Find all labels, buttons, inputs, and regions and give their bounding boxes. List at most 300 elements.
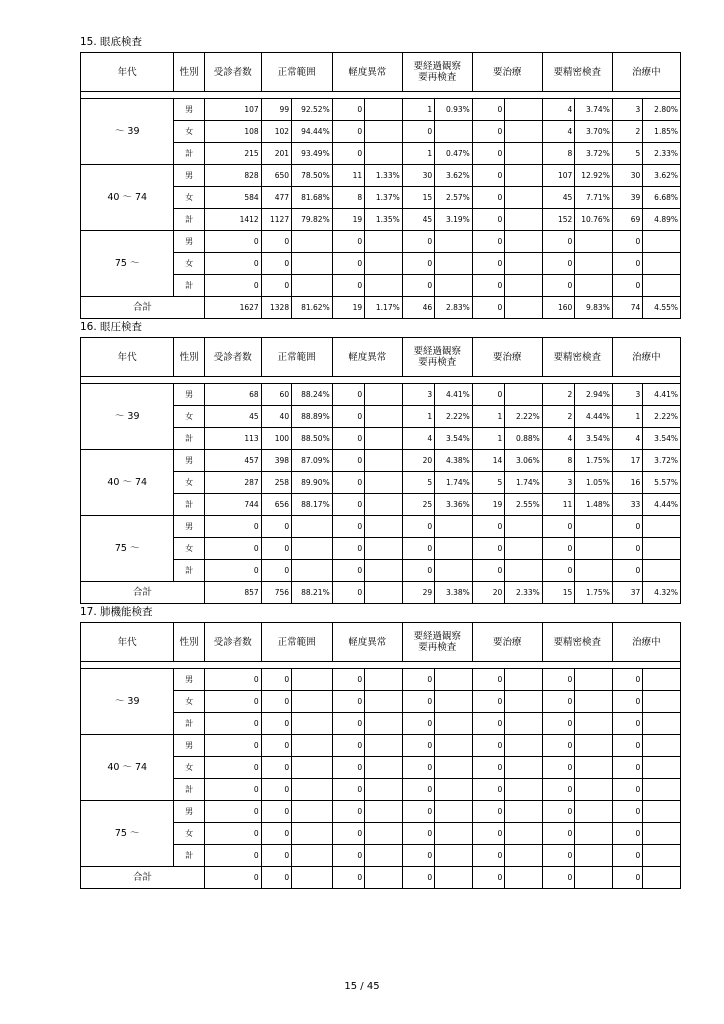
count-cell: 0 [332,669,364,691]
count-cell: 2 [612,121,642,143]
count-cell: 0 [332,691,364,713]
header-treat: 要治療 [472,623,542,662]
total-count-cell: 1627 [204,297,261,319]
percent-cell: 4.89% [643,209,681,231]
count-cell: 0 [332,428,364,450]
count-cell: 0 [204,757,261,779]
count-cell: 0 [472,669,504,691]
percent-cell: 2.80% [643,99,681,121]
percent-cell [575,275,613,297]
header-treat: 要治療 [472,338,542,377]
count-cell: 0 [261,757,291,779]
count-cell: 457 [204,450,261,472]
count-cell: 650 [261,165,291,187]
total-label: 合計 [81,867,205,889]
header-age: 年代 [81,338,174,377]
total-percent-cell: 3.38% [435,582,473,604]
count-cell: 0 [261,560,291,582]
percent-cell [292,735,333,757]
percent-cell [435,253,473,275]
count-cell: 0 [332,472,364,494]
count-cell: 0 [542,538,574,560]
total-percent-cell: 4.55% [643,297,681,319]
count-cell: 8 [332,187,364,209]
count-cell: 0 [472,209,504,231]
count-cell: 0 [332,231,364,253]
percent-cell: 10.76% [575,209,613,231]
percent-cell [643,560,681,582]
percent-cell [505,187,543,209]
percent-cell: 1.74% [435,472,473,494]
count-cell: 0 [204,253,261,275]
total-percent-cell: 1.75% [575,582,613,604]
count-cell: 0 [402,560,434,582]
sex-label: 計 [174,143,204,165]
percent-cell [292,691,333,713]
results-table [80,622,681,889]
percent-cell [365,516,403,538]
age-group-label: ～ 39 [81,384,174,450]
percent-cell: 1.35% [365,209,403,231]
count-cell: 30 [612,165,642,187]
total-count-cell: 1328 [261,297,291,319]
count-cell: 0 [472,516,504,538]
total-count-cell: 160 [542,297,574,319]
percent-cell [505,384,543,406]
section-title: 15. 眼底検査 [80,36,143,48]
count-cell: 744 [204,494,261,516]
total-percent-cell: 2.33% [505,582,543,604]
sex-label: 女 [174,757,204,779]
header-detail: 要精密検査 [542,338,612,377]
count-cell: 0 [472,845,504,867]
header-observe: 要経過観察 要再検査 [402,623,472,662]
count-cell: 0 [332,801,364,823]
percent-cell: 2.57% [435,187,473,209]
table-row [81,384,681,406]
percent-cell [643,691,681,713]
count-cell: 215 [204,143,261,165]
total-percent-cell [575,867,613,889]
count-cell: 30 [402,165,434,187]
percent-cell [575,669,613,691]
count-cell: 5 [612,143,642,165]
percent-cell: 6.68% [643,187,681,209]
count-cell: 0 [472,253,504,275]
count-cell: 45 [402,209,434,231]
percent-cell: 2.22% [643,406,681,428]
count-cell: 0 [332,384,364,406]
percent-cell [365,735,403,757]
count-cell: 0 [261,713,291,735]
header-observe: 要経過観察 要再検査 [402,53,472,92]
sex-label: 女 [174,538,204,560]
percent-cell [365,713,403,735]
count-cell: 0 [332,143,364,165]
count-cell: 201 [261,143,291,165]
percent-cell: 3.06% [505,450,543,472]
total-count-cell: 15 [542,582,574,604]
total-percent-cell: 88.21% [292,582,333,604]
percent-cell: 78.50% [292,165,333,187]
percent-cell [365,428,403,450]
count-cell: 8 [542,143,574,165]
percent-cell [435,669,473,691]
percent-cell [575,823,613,845]
count-cell: 0 [261,801,291,823]
percent-cell [435,779,473,801]
percent-cell [643,669,681,691]
percent-cell: 3.62% [435,165,473,187]
percent-cell [292,560,333,582]
count-cell: 0 [204,275,261,297]
count-cell: 0 [332,121,364,143]
percent-cell [575,231,613,253]
count-cell: 0 [472,275,504,297]
age-group-label: 75 ～ [81,801,174,867]
sex-label: 男 [174,450,204,472]
count-cell: 0 [472,779,504,801]
count-cell: 0 [612,845,642,867]
count-cell: 0 [332,406,364,428]
total-percent-cell: 81.62% [292,297,333,319]
count-cell: 69 [612,209,642,231]
count-cell: 19 [332,209,364,231]
count-cell: 0 [472,691,504,713]
percent-cell: 2.22% [505,406,543,428]
count-cell: 0 [261,669,291,691]
count-cell: 0 [542,735,574,757]
total-count-cell: 0 [204,867,261,889]
sex-label: 計 [174,845,204,867]
total-percent-cell [365,582,403,604]
count-cell: 1412 [204,209,261,231]
percent-cell [435,823,473,845]
percent-cell: 92.52% [292,99,333,121]
percent-cell: 79.82% [292,209,333,231]
count-cell: 0 [332,99,364,121]
age-group-label: ～ 39 [81,669,174,735]
count-cell: 11 [542,494,574,516]
count-cell: 0 [204,560,261,582]
count-cell: 0 [402,757,434,779]
percent-cell [292,779,333,801]
count-cell: 102 [261,121,291,143]
sex-label: 女 [174,253,204,275]
percent-cell [505,801,543,823]
count-cell: 5 [402,472,434,494]
total-count-cell: 20 [472,582,504,604]
sex-label: 男 [174,669,204,691]
percent-cell: 5.57% [643,472,681,494]
count-cell: 0 [402,231,434,253]
count-cell: 0 [332,450,364,472]
total-percent-cell [435,867,473,889]
percent-cell: 2.55% [505,494,543,516]
sex-label: 女 [174,121,204,143]
count-cell: 0 [332,713,364,735]
percent-cell: 3.62% [643,165,681,187]
header-detail: 要精密検査 [542,623,612,662]
section-title: 16. 眼圧検査 [80,321,143,333]
percent-cell [505,669,543,691]
percent-cell [435,275,473,297]
percent-cell: 4.38% [435,450,473,472]
count-cell: 0 [542,779,574,801]
percent-cell [505,823,543,845]
percent-cell [435,560,473,582]
total-count-cell: 0 [612,867,642,889]
percent-cell [292,538,333,560]
percent-cell: 3.72% [575,143,613,165]
percent-cell [505,691,543,713]
sex-label: 女 [174,691,204,713]
percent-cell [505,209,543,231]
count-cell: 17 [612,450,642,472]
percent-cell [435,121,473,143]
percent-cell [365,560,403,582]
count-cell: 1127 [261,209,291,231]
total-label: 合計 [81,582,205,604]
percent-cell [505,735,543,757]
percent-cell [292,669,333,691]
count-cell: 4 [402,428,434,450]
header-spacer [81,92,681,99]
header-treat: 要治療 [472,53,542,92]
count-cell: 0 [402,538,434,560]
count-cell: 107 [204,99,261,121]
percent-cell [575,538,613,560]
total-count-cell: 0 [332,867,364,889]
percent-cell [365,845,403,867]
total-count-cell: 0 [332,582,364,604]
percent-cell [575,713,613,735]
percent-cell: 1.75% [575,450,613,472]
percent-cell: 3.74% [575,99,613,121]
count-cell: 3 [612,384,642,406]
total-count-cell: 19 [332,297,364,319]
total-percent-cell: 9.83% [575,297,613,319]
count-cell: 68 [204,384,261,406]
count-cell: 107 [542,165,574,187]
percent-cell: 4.41% [435,384,473,406]
results-table [80,52,681,319]
count-cell: 0 [402,823,434,845]
table-row [81,450,681,472]
count-cell: 33 [612,494,642,516]
count-cell: 15 [402,187,434,209]
percent-cell [435,538,473,560]
sex-label: 計 [174,713,204,735]
sex-label: 女 [174,823,204,845]
percent-cell: 3.70% [575,121,613,143]
count-cell: 0 [612,801,642,823]
count-cell: 0 [542,560,574,582]
percent-cell [575,735,613,757]
count-cell: 0 [542,713,574,735]
percent-cell [435,713,473,735]
sex-label: 女 [174,187,204,209]
count-cell: 0 [472,560,504,582]
count-cell: 0 [612,691,642,713]
percent-cell [575,516,613,538]
percent-cell: 4.44% [575,406,613,428]
count-cell: 3 [402,384,434,406]
age-group-label: 75 ～ [81,516,174,582]
header-spacer [81,662,681,669]
count-cell: 8 [542,450,574,472]
count-cell: 0 [261,779,291,801]
percent-cell [575,560,613,582]
count-cell: 0 [402,516,434,538]
header-mild: 軽度異常 [332,338,402,377]
percent-cell [643,713,681,735]
age-group-label: 75 ～ [81,231,174,297]
count-cell: 0 [612,757,642,779]
count-cell: 2 [542,406,574,428]
count-cell: 4 [542,428,574,450]
count-cell: 4 [612,428,642,450]
percent-cell [643,845,681,867]
count-cell: 0 [542,801,574,823]
total-count-cell: 74 [612,297,642,319]
total-percent-cell: 1.17% [365,297,403,319]
count-cell: 16 [612,472,642,494]
percent-cell [575,253,613,275]
count-cell: 0 [472,121,504,143]
header-age: 年代 [81,623,174,662]
count-cell: 0 [204,713,261,735]
count-cell: 0 [612,275,642,297]
count-cell: 0 [472,823,504,845]
count-cell: 0 [542,691,574,713]
total-percent-cell: 2.83% [435,297,473,319]
count-cell: 0 [402,845,434,867]
header-undertreat: 治療中 [612,338,680,377]
percent-cell [292,713,333,735]
count-cell: 0 [402,735,434,757]
percent-cell [435,801,473,823]
percent-cell [575,801,613,823]
count-cell: 0 [332,538,364,560]
count-cell: 25 [402,494,434,516]
sex-label: 男 [174,165,204,187]
count-cell: 0 [472,735,504,757]
percent-cell [575,757,613,779]
count-cell: 0 [261,275,291,297]
percent-cell [643,231,681,253]
total-count-cell: 0 [472,867,504,889]
percent-cell: 4.44% [643,494,681,516]
sex-label: 計 [174,779,204,801]
count-cell: 0 [332,823,364,845]
percent-cell: 3.54% [643,428,681,450]
percent-cell [365,143,403,165]
count-cell: 0 [332,779,364,801]
count-cell: 0 [612,713,642,735]
count-cell: 0 [332,560,364,582]
percent-cell: 3.54% [435,428,473,450]
count-cell: 1 [612,406,642,428]
count-cell: 4 [542,121,574,143]
age-group-label: 40 ～ 74 [81,735,174,801]
count-cell: 19 [472,494,504,516]
percent-cell: 3.54% [575,428,613,450]
percent-cell [365,275,403,297]
percent-cell [365,757,403,779]
count-cell: 99 [261,99,291,121]
count-cell: 0 [204,823,261,845]
count-cell: 0 [542,757,574,779]
header-examinees: 受診者数 [204,338,261,377]
count-cell: 0 [332,735,364,757]
count-cell: 0 [261,253,291,275]
count-cell: 0 [261,516,291,538]
table-row [81,231,681,253]
count-cell: 0 [261,845,291,867]
count-cell: 584 [204,187,261,209]
percent-cell: 88.24% [292,384,333,406]
percent-cell: 4.41% [643,384,681,406]
percent-cell [365,384,403,406]
percent-cell [365,121,403,143]
percent-cell [365,669,403,691]
header-normal: 正常範囲 [261,53,332,92]
header-undertreat: 治療中 [612,53,680,92]
percent-cell [643,735,681,757]
table-row [81,735,681,757]
percent-cell: 88.17% [292,494,333,516]
header-sex: 性別 [174,53,204,92]
total-percent-cell [505,297,543,319]
count-cell: 20 [402,450,434,472]
percent-cell [505,99,543,121]
table-row [81,165,681,187]
count-cell: 1 [402,406,434,428]
percent-cell [505,121,543,143]
count-cell: 45 [542,187,574,209]
count-cell: 100 [261,428,291,450]
count-cell: 0 [612,560,642,582]
percent-cell: 88.50% [292,428,333,450]
count-cell: 0 [261,823,291,845]
percent-cell [505,560,543,582]
total-percent-cell [292,867,333,889]
count-cell: 0 [542,845,574,867]
percent-cell [365,691,403,713]
count-cell: 0 [472,713,504,735]
count-cell: 0 [542,275,574,297]
total-row [81,582,681,604]
count-cell: 108 [204,121,261,143]
percent-cell: 0.93% [435,99,473,121]
results-table [80,337,681,604]
percent-cell: 12.92% [575,165,613,187]
count-cell: 1 [402,143,434,165]
percent-cell [292,801,333,823]
count-cell: 656 [261,494,291,516]
count-cell: 0 [542,253,574,275]
count-cell: 258 [261,472,291,494]
percent-cell [435,845,473,867]
sex-label: 計 [174,209,204,231]
total-count-cell: 857 [204,582,261,604]
percent-cell [505,538,543,560]
percent-cell [292,516,333,538]
page-number: 15 / 45 [344,981,380,992]
count-cell: 113 [204,428,261,450]
percent-cell [505,516,543,538]
